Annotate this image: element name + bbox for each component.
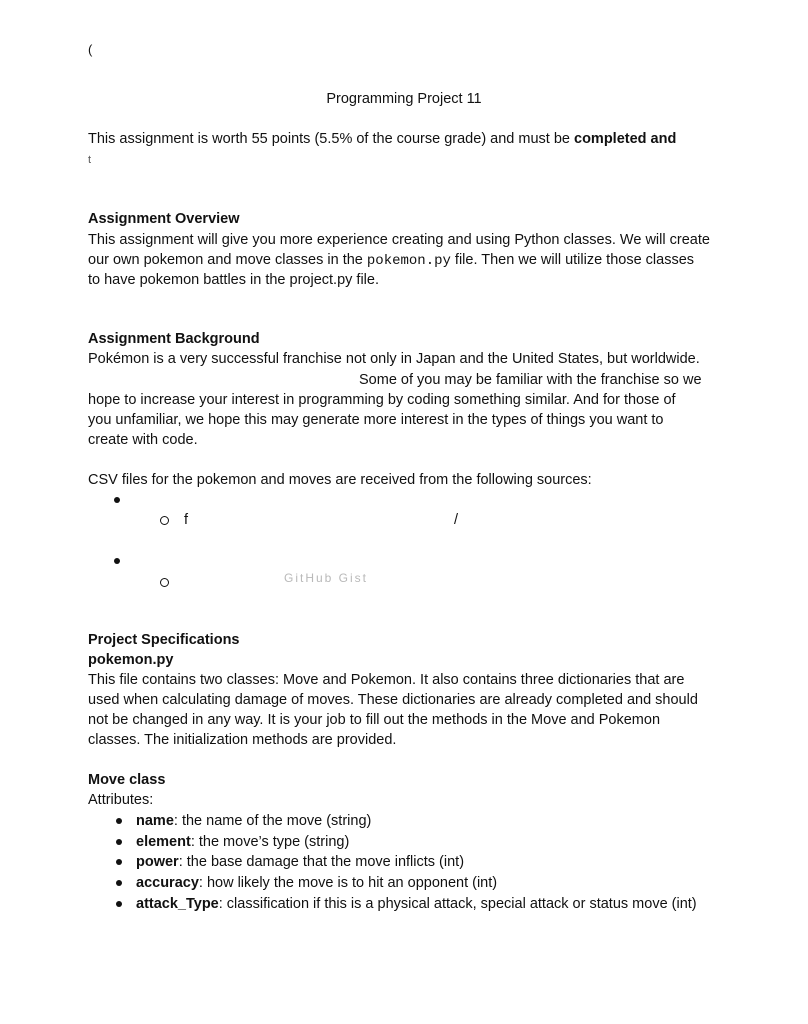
attribute-item bbox=[136, 852, 736, 872]
source-1-fragment: f bbox=[184, 512, 189, 528]
intro-fragment: t bbox=[88, 154, 92, 166]
attribute-desc: : the move’s type (string) bbox=[190, 834, 350, 850]
background-line-2: Some of you may be familiar with the franchise so we bbox=[359, 372, 702, 388]
specs-line-3: not be changed in any way. It is your job to fill out the methods in the Move and Pokemon bbox=[88, 712, 661, 728]
background-line-3: hope to increase your interest in programming by coding something similar. And for those of bbox=[88, 392, 676, 408]
attribute-desc: : classification if this is a physical attack, special attack or status move (int) bbox=[218, 896, 697, 912]
csv-sources-line: CSV files for the pokemon and moves are received from the following sources: bbox=[88, 472, 592, 488]
intro-paragraph bbox=[88, 129, 728, 149]
page-title: Programming Project 11 bbox=[326, 91, 482, 107]
specs-heading: Project Specifications bbox=[88, 632, 240, 648]
move-class-heading: Move class bbox=[88, 772, 166, 788]
source-sub-bullet-2 bbox=[160, 578, 169, 587]
overview-heading: Assignment Overview bbox=[88, 211, 240, 227]
overview-line-3: to have pokemon battles in the project.py file. bbox=[88, 272, 379, 288]
source-sub-bullet-1 bbox=[160, 516, 169, 525]
attribute-item bbox=[136, 832, 736, 852]
specs-line-2: used when calculating damage of moves. These dictionaries are already completed and should bbox=[88, 692, 698, 708]
attribute-name: name bbox=[136, 813, 174, 829]
background-line-5: create with code. bbox=[88, 432, 198, 448]
attribute-bullet bbox=[116, 880, 122, 886]
attribute-item bbox=[136, 894, 736, 914]
overview-line-2-rest: file. Then we will utilize those classes bbox=[450, 252, 695, 268]
corner-mark: ( bbox=[88, 42, 93, 57]
source-bullet-2 bbox=[114, 558, 120, 564]
intro-bold-text: completed and bbox=[574, 131, 677, 147]
attribute-bullet bbox=[116, 901, 122, 907]
attribute-bullet bbox=[116, 859, 122, 865]
source-2-fragment: GitHub Gist bbox=[284, 571, 369, 585]
attribute-item bbox=[136, 811, 736, 831]
attribute-desc: : the name of the move (string) bbox=[173, 813, 372, 829]
specs-line-4: classes. The initialization methods are provided. bbox=[88, 732, 397, 748]
background-line-4: you unfamiliar, we hope this may generate more interest in the types of things you want to bbox=[88, 412, 664, 428]
attribute-desc: : the base damage that the move inflicts (int) bbox=[178, 854, 465, 870]
background-heading: Assignment Background bbox=[88, 331, 260, 347]
attribute-name: power bbox=[136, 854, 179, 870]
attribute-desc: : how likely the move is to hit an opponent (int) bbox=[198, 875, 498, 891]
attribute-name: accuracy bbox=[136, 875, 199, 891]
overview-line-2-text: our own pokemon and move classes in the bbox=[88, 252, 367, 268]
attribute-bullet bbox=[116, 818, 122, 824]
attribute-bullet bbox=[116, 839, 122, 845]
overview-line-2 bbox=[88, 250, 728, 271]
specs-line-1: This file contains two classes: Move and Pokemon. It also contains three dictionaries that are bbox=[88, 672, 685, 688]
overview-line-1: This assignment will give you more experience creating and using Python classes. We will create bbox=[88, 232, 710, 248]
attribute-name: element bbox=[136, 834, 191, 850]
attributes-label: Attributes: bbox=[88, 792, 154, 808]
attribute-item bbox=[136, 873, 736, 893]
specs-file-heading: pokemon.py bbox=[88, 652, 174, 668]
code-filename: pokemon.py bbox=[366, 253, 451, 269]
source-bullet-1 bbox=[114, 497, 120, 503]
attribute-name: attack_Type bbox=[136, 896, 219, 912]
background-line-1: Pokémon is a very successful franchise not only in Japan and the United States, but worldwide. bbox=[88, 351, 700, 367]
intro-text: This assignment is worth 55 points (5.5% of the course grade) and must be bbox=[88, 131, 574, 147]
source-1-end-fragment: / bbox=[454, 512, 459, 528]
